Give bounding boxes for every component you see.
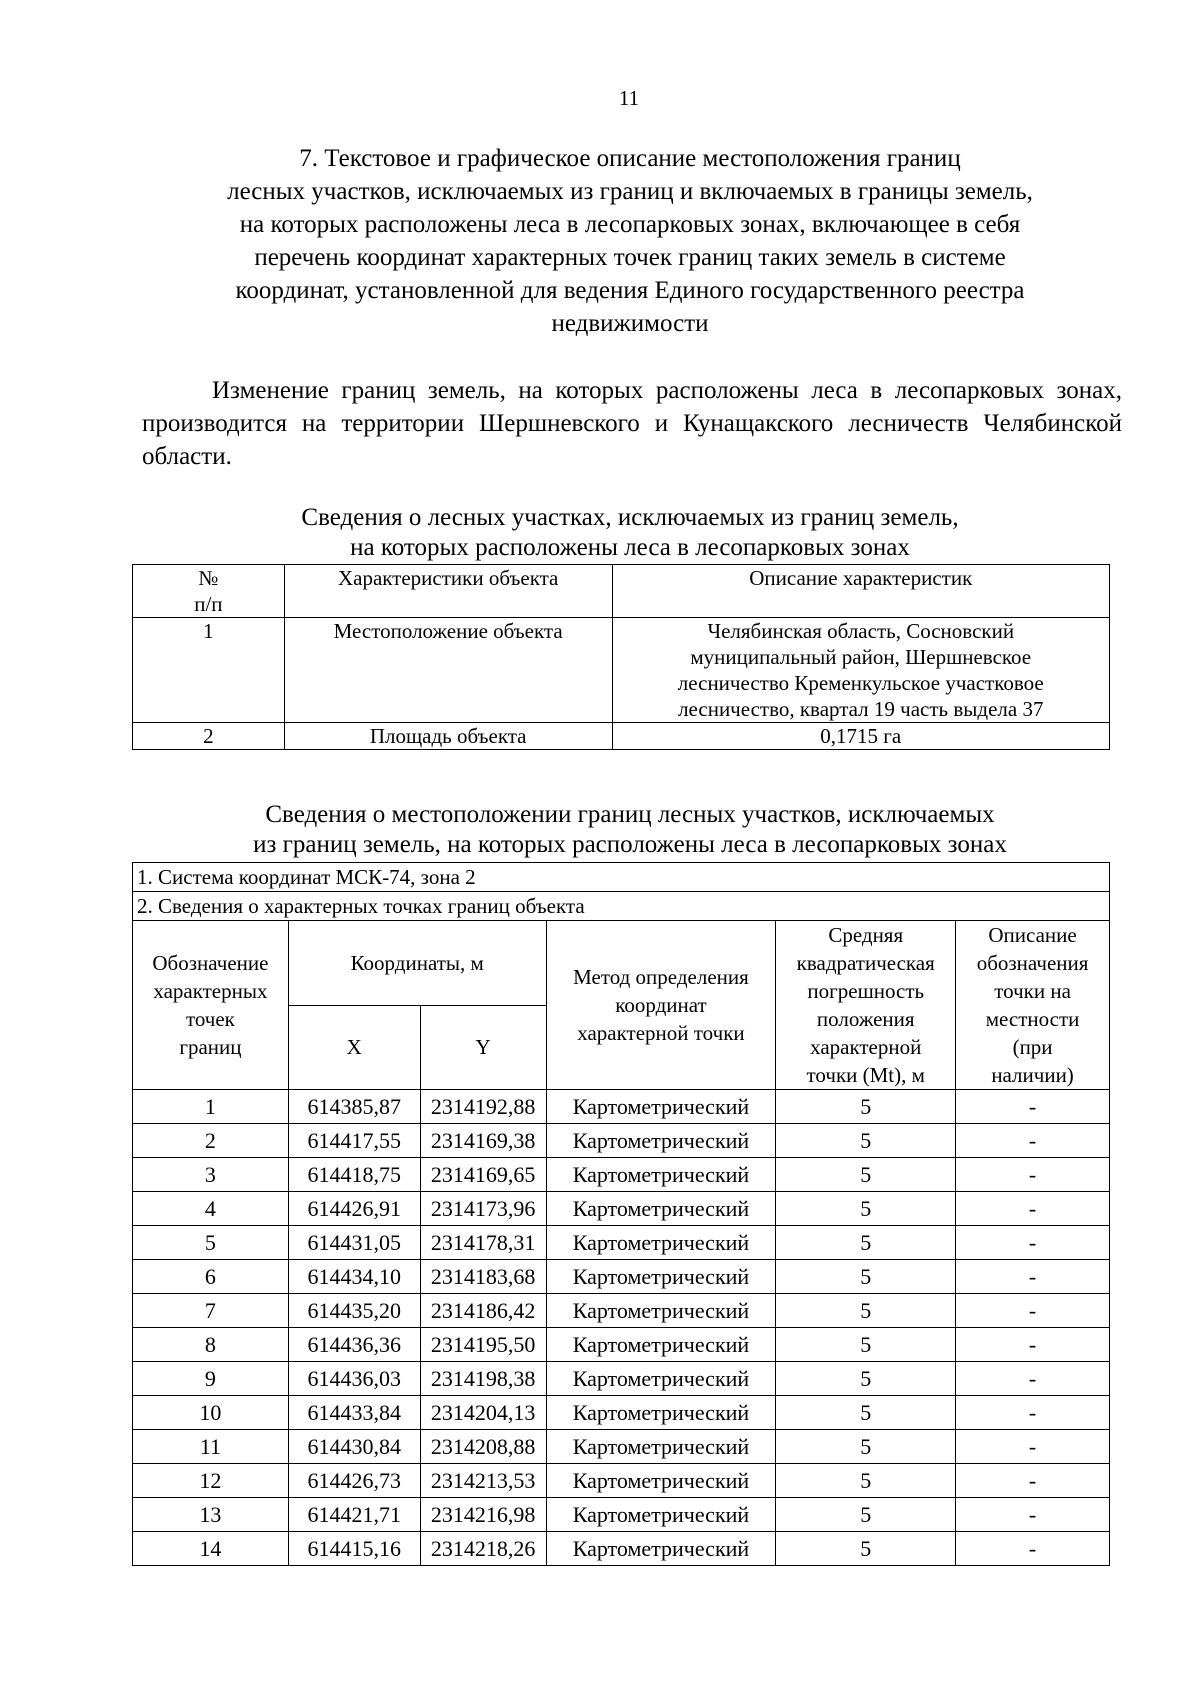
cell-y: 2314169,38 [420,1124,546,1158]
table-row [133,1396,1110,1430]
table2-caption-line: из границ земель, на которых расположены леса в лесопарковых зонах [253,831,1007,858]
intro-paragraph-text: Изменение границ земель, на которых расположены леса в лесопарковых зонах, производится на территории Шершневского и Кунащакского лесничеств Челябинской области. [142,377,1122,470]
cell-point-number: 9 [133,1362,289,1396]
cell-y: 2314218,26 [420,1532,546,1566]
cell-error: 5 [776,1294,956,1328]
table-row [133,1226,1110,1260]
cell-error: 5 [776,1260,956,1294]
header-coordinates: Координаты, м [288,921,546,1006]
cell-point-description: - [956,1124,1110,1158]
table1-caption-line: на которых расположены леса в лесопарковых зонах [350,534,910,561]
table-row [133,1192,1110,1226]
cell-error: 5 [776,1192,956,1226]
table-row [133,1328,1110,1362]
cell-x: 614385,87 [288,1090,420,1124]
cell-error: 5 [776,1362,956,1396]
cell-x: 614434,10 [288,1260,420,1294]
cell-point-description: - [956,1396,1110,1430]
cell-point-description: - [956,1192,1110,1226]
cell-point-description: - [956,1158,1110,1192]
header-x: X [288,1005,420,1090]
cell-method: Картометрический [546,1090,776,1124]
header-line: Описание [988,923,1077,947]
section-title-line: 7. Текстовое и графическое описание местоположения границ [299,145,961,172]
cell-point-number: 3 [133,1158,289,1192]
cell-point-description: - [956,1498,1110,1532]
header-error [776,921,956,1090]
cell-error: 5 [776,1464,956,1498]
cell-point-number: 10 [133,1396,289,1430]
cell-method: Картометрический [546,1362,776,1396]
header-line: границ [179,1035,242,1059]
cell-y: 2314204,13 [420,1396,546,1430]
header-line: обозначения [976,951,1089,975]
cell-x: 614415,16 [288,1532,420,1566]
cell-point-number: 2 [133,1124,289,1158]
cell-error: 5 [776,1532,956,1566]
header-line: Обозначение [152,951,269,975]
cell-method: Картометрический [546,1226,776,1260]
cell-y: 2314216,98 [420,1498,546,1532]
cell-point-description: - [956,1260,1110,1294]
cell-point-description: - [956,1430,1110,1464]
cell-x: 614426,73 [288,1464,420,1498]
cell-characteristic: Площадь объекта [284,723,612,750]
cell-method: Картометрический [546,1498,776,1532]
table-row [133,1430,1110,1464]
header-line: Метод определения [573,965,749,989]
section-title-line: лесных участков, исключаемых из границ и включаемых в границы земель, [227,178,1033,205]
cell-description-line: лесничество Кременкульское участковое [677,671,1044,695]
cell-x: 614436,03 [288,1362,420,1396]
cell-method: Картометрический [546,1396,776,1430]
cell-y: 2314213,53 [420,1464,546,1498]
cell-point-description: - [956,1226,1110,1260]
cell-point-number: 13 [133,1498,289,1532]
cell-point-number: 12 [133,1464,289,1498]
cell-method: Картометрический [546,1124,776,1158]
cell-method: Картометрический [546,1294,776,1328]
cell-x: 614433,84 [288,1396,420,1430]
cell-method: Картометрический [546,1464,776,1498]
header-line: точки (Mt), м [806,1063,925,1087]
cell-characteristic: Местоположение объекта [284,618,612,723]
cell-y: 2314186,42 [420,1294,546,1328]
cell-x: 614426,91 [288,1192,420,1226]
table-row [133,1090,1110,1124]
header-num-line: п/п [194,592,223,616]
cell-point-number: 6 [133,1260,289,1294]
cell-error: 5 [776,1328,956,1362]
cell-num: 2 [133,723,285,750]
cell-num: 1 [133,618,285,723]
section-title-line: перечень координат характерных точек границ таких земель в системе [254,244,1006,271]
cell-error: 5 [776,1124,956,1158]
cell-y: 2314198,38 [420,1362,546,1396]
header-line: характерных [153,979,268,1003]
intro-paragraph [142,374,1122,473]
cell-point-description: - [956,1294,1110,1328]
cell-error: 5 [776,1498,956,1532]
cell-point-number: 1 [133,1090,289,1124]
table1-caption-line: Сведения о лесных участках, исключаемых из границ земель, [301,504,959,531]
cell-error: 5 [776,1090,956,1124]
cell-error: 5 [776,1430,956,1464]
table2-caption-line: Сведения о местоположении границ лесных участков, исключаемых [265,801,995,828]
cell-y: 2314169,65 [420,1158,546,1192]
cell-method: Картометрический [546,1532,776,1566]
header-designation [133,921,289,1090]
points-heading: 2. Сведения о характерных точках границ объекта [133,892,1110,921]
header-line: характерной [810,1035,922,1059]
header-line: точек [185,1007,235,1031]
coordinate-system: 1. Система координат МСК-74, зона 2 [133,863,1110,892]
table-row [133,1362,1110,1396]
cell-y: 2314178,31 [420,1226,546,1260]
table-header-row [133,565,1110,618]
cell-x: 614431,05 [288,1226,420,1260]
cell-method: Картометрический [546,1430,776,1464]
object-info-table [132,564,1110,750]
header-num-line: № [198,566,219,590]
cell-y: 2314183,68 [420,1260,546,1294]
cell-x: 614430,84 [288,1430,420,1464]
cell-x: 614417,55 [288,1124,420,1158]
cell-y: 2314195,50 [420,1328,546,1362]
section-title-line: координат, установленной для ведения Единого государственного реестра [235,277,1025,304]
cell-method: Картометрический [546,1192,776,1226]
header-line: характерной точки [577,1021,745,1045]
cell-description [612,618,1109,723]
header-line: погрешность [807,979,925,1003]
cell-description: 0,1715 га [612,723,1109,750]
table-row [133,1124,1110,1158]
cell-point-number: 4 [133,1192,289,1226]
cell-point-description: - [956,1464,1110,1498]
cell-point-description: - [956,1328,1110,1362]
header-description: Описание характеристик [612,565,1109,618]
cell-method: Картометрический [546,1260,776,1294]
header-line: точки на [994,979,1071,1003]
cell-x: 614421,71 [288,1498,420,1532]
table-row [133,1294,1110,1328]
page-number: 11 [618,86,640,110]
cell-y: 2314208,88 [420,1430,546,1464]
table-row [133,1260,1110,1294]
header-num [133,565,285,618]
table-row [133,1532,1110,1566]
cell-point-number: 8 [133,1328,289,1362]
section-title-line: на которых расположены леса в лесопарковых зонах, включающее в себя [239,211,1021,238]
cell-point-number: 14 [133,1532,289,1566]
coordinate-system-row [133,863,1110,892]
cell-point-description: - [956,1090,1110,1124]
table2-caption [130,800,1130,860]
table-header-row [133,921,1110,1006]
header-point-description [956,921,1110,1090]
cell-x: 614418,75 [288,1158,420,1192]
cell-y: 2314173,96 [420,1192,546,1226]
header-line: положения [816,1007,915,1031]
section-title [150,142,1110,340]
cell-description-line: муниципальный район, Шершневское [690,645,1032,669]
header-line: наличии) [991,1063,1074,1087]
header-characteristics: Характеристики объекта [284,565,612,618]
cell-error: 5 [776,1226,956,1260]
cell-description-line: Челябинская область, Сосновский [707,619,1015,643]
section-title-line: недвижимости [551,310,709,337]
cell-point-description: - [956,1532,1110,1566]
points-heading-row [133,892,1110,921]
header-method [546,921,776,1090]
cell-error: 5 [776,1158,956,1192]
header-line: (при [1012,1035,1053,1059]
cell-y: 2314192,88 [420,1090,546,1124]
cell-point-number: 7 [133,1294,289,1328]
cell-method: Картометрический [546,1158,776,1192]
header-line: Средняя [828,923,904,947]
boundary-points-table [132,862,1110,1566]
cell-point-number: 5 [133,1226,289,1260]
header-line: координат [615,993,707,1017]
header-line: местности [985,1007,1080,1031]
cell-method: Картометрический [546,1328,776,1362]
cell-description-line: лесничество, квартал 19 часть выдела 37 [678,697,1044,721]
cell-x: 614436,36 [288,1328,420,1362]
cell-point-number: 11 [133,1430,289,1464]
table-row [133,618,1110,723]
header-line: квадратическая [796,951,935,975]
header-y: Y [420,1005,546,1090]
cell-x: 614435,20 [288,1294,420,1328]
table-row [133,723,1110,750]
cell-point-description: - [956,1362,1110,1396]
table1-caption [130,503,1130,563]
table-row [133,1464,1110,1498]
table-row [133,1498,1110,1532]
table-row [133,1158,1110,1192]
cell-error: 5 [776,1396,956,1430]
